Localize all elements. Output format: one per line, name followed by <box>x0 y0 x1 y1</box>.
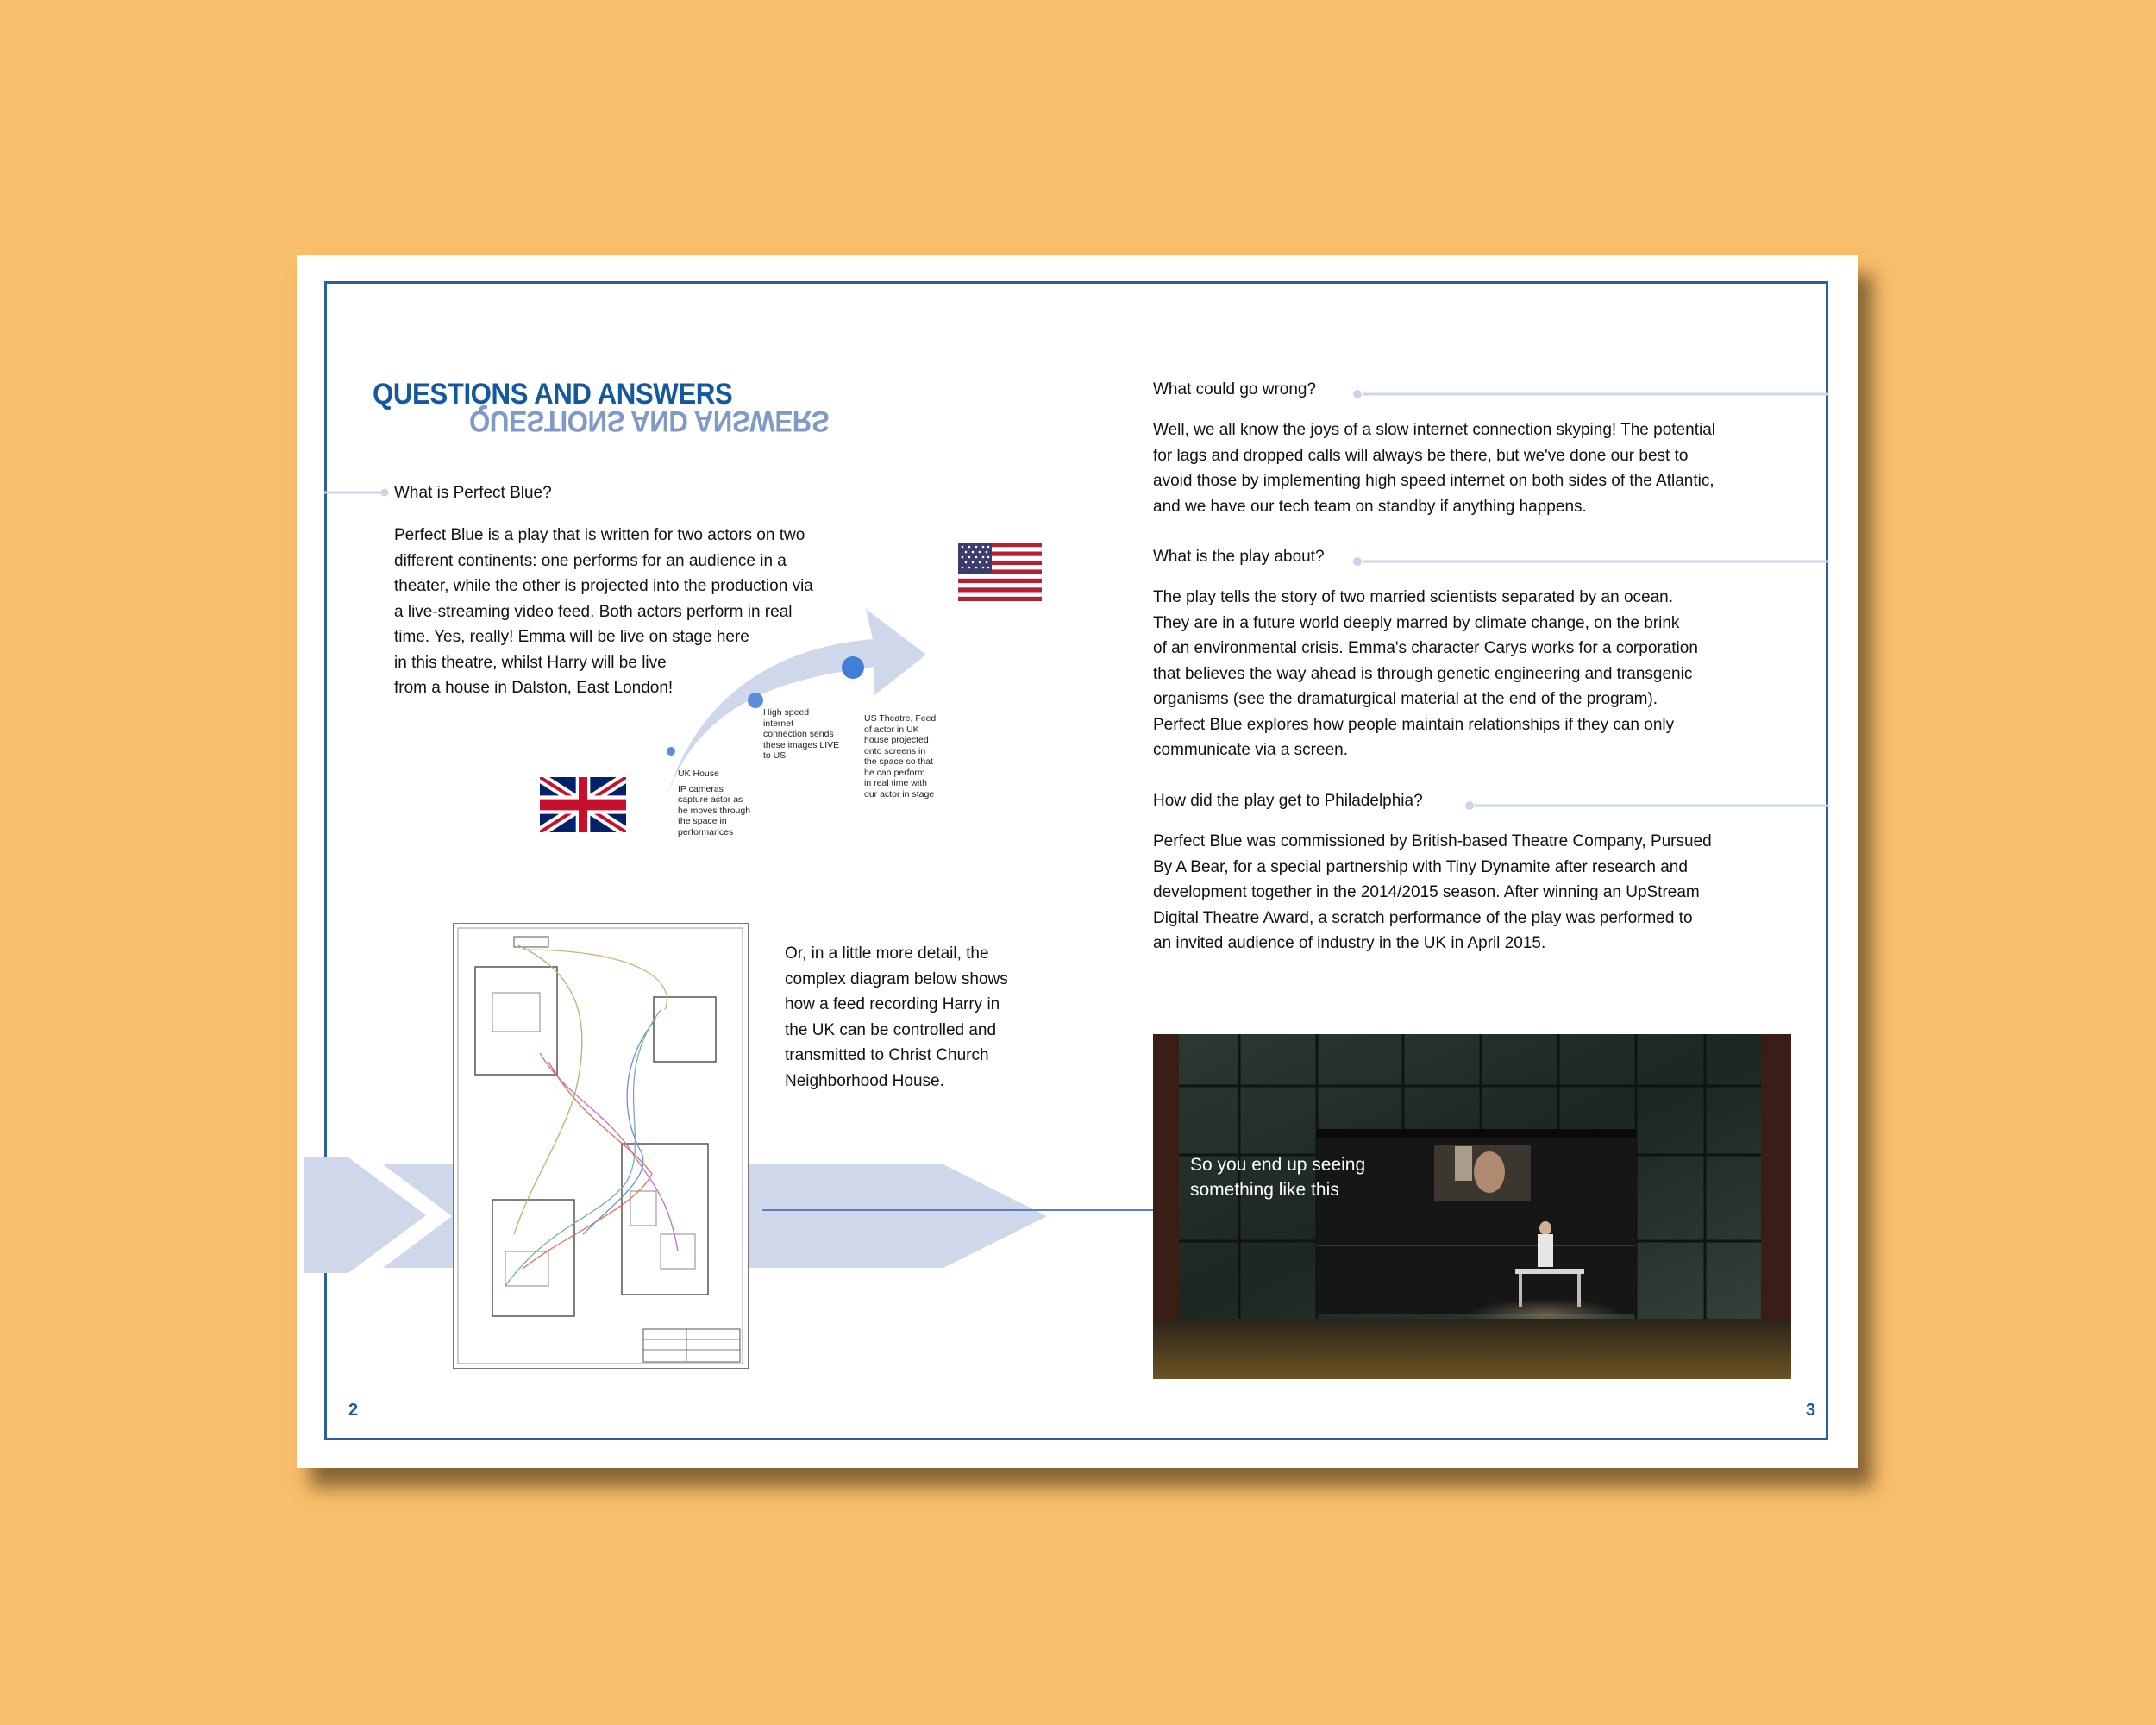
answer-line: theater, while the other is projected into the production via <box>394 577 813 595</box>
uk-flag-icon <box>540 777 626 832</box>
answer-line: for lags and dropped calls will always be there, but we've done our best to <box>1153 446 1689 465</box>
label-line: performances <box>678 826 734 837</box>
answer-line: from a house in Dalston, East London! <box>394 679 674 697</box>
label-line: to US <box>763 750 787 761</box>
answer-line: in this theatre, whilst Harry will be live <box>394 653 667 672</box>
brochure-spread <box>297 255 1858 1468</box>
q3-connector <box>1351 556 1833 567</box>
detail-line: transmitted to Christ Church <box>785 1046 989 1064</box>
answer-line: of an environmental crisis. Emma's character Carys works for a corporation <box>1153 639 1698 657</box>
section-title: QUESTIONS AND ANSWERS <box>373 378 733 411</box>
label-line: of actor in UK <box>864 724 919 735</box>
label-us-theatre <box>864 713 950 800</box>
label-line: US Theatre, Feed <box>864 713 937 724</box>
detail-line: Or, in a little more detail, the <box>785 944 989 963</box>
answer-line: Perfect Blue explores how people maintain relationships if they can only <box>1153 715 1675 734</box>
answer-line: organisms (see the dramaturgical material at the end of the program). <box>1153 690 1658 708</box>
q1-connector <box>324 488 393 497</box>
page-number-right: 3 <box>1806 1401 1816 1420</box>
question-what-is-perfect-blue: What is Perfect Blue? <box>394 484 552 502</box>
caption-line: something like this <box>1190 1180 1339 1200</box>
label-line: connection sends <box>763 729 834 739</box>
answer-line: avoid those by implementing high speed internet on both sides of the Atlantic, <box>1153 472 1714 490</box>
question-how-did-play-get-to-philadelphia: How did the play get to Philadelphia? <box>1153 792 1423 810</box>
detail-description <box>785 941 1052 1094</box>
answer-line: that believes the way ahead is through genetic engineering and transgenic <box>1153 664 1693 683</box>
page-number-left: 2 <box>348 1401 359 1420</box>
arrow-dot-medium <box>746 691 765 710</box>
answer-line: communicate via a screen. <box>1153 741 1348 759</box>
us-flag-icon <box>958 543 1042 601</box>
label-line: our actor in stage <box>864 788 935 800</box>
detail-line: the UK can be controlled and <box>785 1020 997 1039</box>
detail-line: complex diagram below shows <box>785 969 1008 988</box>
answer-what-is-the-play-about <box>1153 585 1783 763</box>
stage-photo <box>1153 1034 1791 1379</box>
detail-line: how a feed recording Harry in <box>785 995 1000 1013</box>
photo-caption <box>1190 1152 1365 1202</box>
section-title-reflection: QUESTIONS AND ANSWERS <box>469 405 830 437</box>
answer-how-did-play-get-to-philadelphia <box>1153 829 1783 957</box>
label-line: these images LIVE <box>763 739 840 750</box>
answer-what-could-go-wrong <box>1153 417 1783 519</box>
stage-render <box>1153 1034 1791 1379</box>
label-line: onto screens in <box>864 745 926 756</box>
label-uk-title: UK House <box>678 768 719 779</box>
answer-line: The play tells the story of two married scientists separated by an ocean. <box>1153 588 1674 606</box>
answer-line: a live-streaming video feed. Both actors perform in real <box>394 602 793 621</box>
answer-line: different continents: one performs for an audience in a <box>394 551 787 570</box>
label-line: he can perform <box>864 767 925 778</box>
label-line: he moves through <box>678 805 751 816</box>
label-line: IP cameras <box>678 783 724 794</box>
label-line: capture actor as <box>678 794 743 805</box>
arrow-dot-small <box>665 745 677 757</box>
answer-line: By A Bear, for a special partnership with Tiny Dynamite after research and <box>1153 857 1688 876</box>
question-what-could-go-wrong: What could go wrong? <box>1153 380 1317 398</box>
arrow-dot-large <box>840 655 866 681</box>
answer-line: development together in the 2014/2015 season. After winning an UpStream <box>1153 883 1700 901</box>
label-line: High speed <box>763 707 810 718</box>
label-line: the space in <box>678 816 727 826</box>
label-high-speed <box>763 707 849 762</box>
answer-line: They are in a future world deeply marred by climate change, on the brink <box>1153 613 1680 632</box>
label-line: internet <box>763 718 794 729</box>
answer-line: Well, we all know the joys of a slow internet connection skyping! The potential <box>1153 421 1715 439</box>
label-uk-house <box>678 768 760 837</box>
floor-plan-diagram <box>453 923 749 1369</box>
floor-plan-drawing <box>454 924 748 1368</box>
label-line: the space so that <box>864 756 933 767</box>
label-line: in real time with <box>864 778 927 788</box>
detail-line: Neighborhood House. <box>785 1071 944 1090</box>
answer-line: time. Yes, really! Emma will be live on stage here <box>394 628 749 646</box>
answer-line: and we have our tech team on standby if anything happens. <box>1153 497 1587 516</box>
answer-line: an invited audience of industry in the UK in April 2015. <box>1153 934 1546 952</box>
label-line: house projected <box>864 735 929 745</box>
question-what-is-the-play-about: What is the play about? <box>1153 548 1325 566</box>
answer-line: Perfect Blue was commissioned by British-based Theatre Company, Pursued <box>1153 832 1712 850</box>
answer-line: Perfect Blue is a play that is written for two actors on two <box>394 526 805 544</box>
answer-line: Digital Theatre Award, a scratch performance of the play was performed to <box>1153 908 1693 927</box>
q2-connector <box>1351 389 1833 399</box>
caption-line: So you end up seeing <box>1190 1155 1366 1175</box>
q4-connector <box>1463 800 1833 811</box>
